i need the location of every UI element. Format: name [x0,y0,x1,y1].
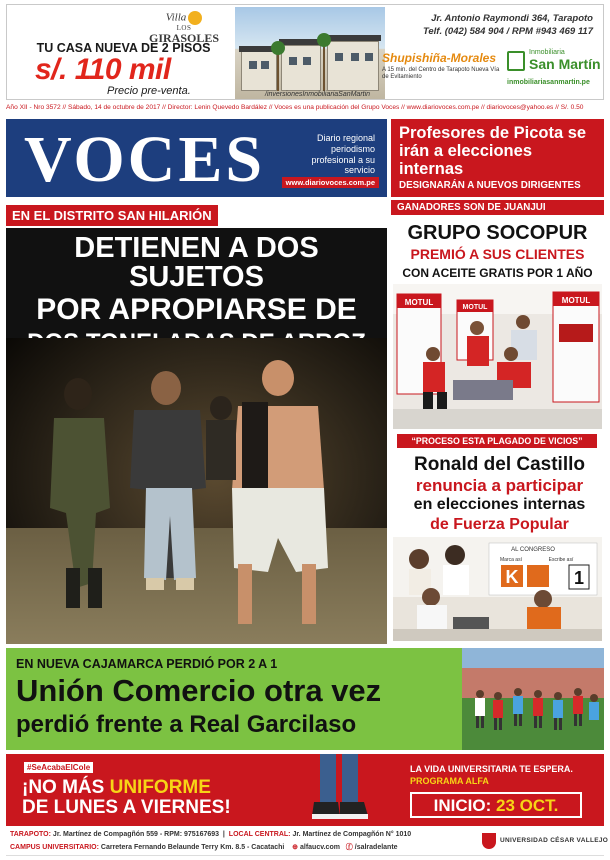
sports-headline-line2: perdió frente a Real Garcilaso [16,711,357,738]
soccer-photo-illustration [462,648,604,750]
brand-name: San Martín [529,56,601,72]
castillo-line3: en elecciones internas [413,496,586,513]
facebook-handle[interactable]: /inversionesInmobiliariaSanMartin [265,91,371,98]
issue-email[interactable]: diariovoces@yahoo.es [486,104,554,111]
ad-program: PROGRAMA ALFA [410,776,489,786]
socopur-line2: PREMIÓ A SUS CLIENTES [410,246,585,262]
arrest-photo-illustration [6,338,387,644]
sports-headline-line1: Unión Comercio otra vez [16,673,382,708]
university-name: UNIVERSIDAD CÉSAR VALLEJO [500,837,609,844]
banner-mark2: Escribe así [548,557,574,563]
footer-social[interactable]: /salradelante [354,844,398,851]
main-headline-line2: POR APROPIARSE DE [36,293,357,326]
socopur-photo-illustration [393,284,602,429]
ad-footer [6,826,609,856]
top-advertisement[interactable] [6,4,604,100]
location-description: A 15 min. del Centro de Tarapoto Nueva Vía de Evitamiento [382,67,500,81]
promo-title: Profesores de Picota se irán a elecciones internas [399,124,587,179]
ad-price: s/. 110 mil [35,53,171,86]
arrest-photo [6,338,387,644]
footer-web[interactable]: alfaucv.com [300,844,340,851]
sneakers-illustration [306,754,376,826]
university-shield-icon [482,833,496,849]
ad-line1a: ¡NO MÁS [22,777,110,798]
masthead-website[interactable]: www.diariovoces.com.pe [282,177,379,188]
brand-small: Inmobiliaria [529,49,565,56]
promo-teaser-picota[interactable] [391,119,604,197]
sports-section[interactable] [6,648,604,750]
socopur-photo [393,284,602,429]
villa-girasoles-logo [139,11,229,44]
campus-text: Carretera Fernando Belaunde Terry Km. 8.5 - Cacatachi [100,844,285,851]
ad-start-value: 23 OCT. [495,796,559,815]
soccer-photo [462,648,604,750]
main-headline-line1: DETIENEN A DOS SUJETOS [74,232,319,293]
ad-phone: Telf. (042) 584 904 / RPM #943 469 117 [422,25,593,37]
tarapoto-text: Jr. Martínez de Compagñón 559 - RPM: 975167693 [52,831,220,838]
masthead-description: Diario regional periodismo profesional a su servicio [311,133,375,176]
sports-kicker: EN NUEVA CAJAMARCA PERDIÓ POR 2 A 1 [16,657,278,671]
issue-text: Año XII - Nro 3572 // Sábado, 14 de octubre de 2017 // Director: Lenin Quevedo Bardález // Voces es una publicación del Grupo Voces // www.diariovoces.com.pe // [6,104,485,111]
issue-info [6,104,604,116]
ad-line1b: UNIFORME [109,777,211,798]
motul-banner-1: MOTUL [404,298,434,307]
masthead [6,119,387,197]
footer-row2 [10,842,398,852]
university-advertisement[interactable] [6,754,604,826]
issue-price: // S/. 0.50 [555,104,584,111]
ad-vida: LA VIDA UNIVERSITARIA TE ESPERA. [410,764,573,774]
banner-text: AL CONGRESO [511,547,555,553]
motul-banner-2: MOTUL [462,304,488,311]
ad-line1 [22,778,211,797]
facebook-icon: ⓕ [345,844,353,851]
castillo-line4: de Fuerza Popular [430,516,569,533]
castillo-photo [393,537,602,641]
logo-line1: Villa [165,11,187,24]
ad-start-label: INICIO: [433,796,496,815]
castillo-quote: “PROCESO ESTA PLAGADO DE VICIOS” [397,434,597,448]
footer-row1: TARAPOTO: Jr. Martínez de Compagñón 559 - RPM: 975167693 | LOCAL CENTRAL: Jr. Martínez de Compagñón N° 1010 [10,831,412,838]
ad-hashtag: #SeAcabaElCole [24,762,93,773]
socopur-title[interactable]: GRUPO SOCOPUR [407,222,588,244]
local-label: LOCAL CENTRAL: [228,831,291,838]
house-icon [507,51,525,71]
ad-start-date [410,792,582,818]
ad-line2: DE LUNES A VIERNES! [22,797,231,818]
globe-icon: ⊕ [292,844,299,851]
main-headline[interactable] [6,228,387,338]
tarapoto-label: TARAPOTO: [10,831,51,838]
ad-headline: TU CASA NUEVA DE 2 PISOS [36,41,211,55]
banner-mark: Marca así [500,557,522,563]
castillo-line2: renuncia a participar [415,476,584,495]
sunflower-icon [188,11,202,25]
local-text: Jr. Martínez de Compagñón N° 1010 [292,831,412,838]
socopur-kicker: GANADORES SON DE JUANJUI [391,200,604,215]
ad-price-note: Precio pre-venta. [107,85,191,97]
main-story-kicker: EN EL DISTRITO SAN HILARIÓN [6,205,218,226]
newspaper-logo[interactable]: VOCES [24,123,266,196]
socopur-line3: CON ACEITE GRATIS POR 1 AÑO [402,266,593,280]
campus-label: CAMPUS UNIVERSITARIO: [10,844,99,851]
svg-text:K: K [505,567,519,587]
house-photo [235,7,385,99]
promo-subtitle: DESIGNARÁN A NUEVOS DIRIGENTES [399,180,581,191]
brand-web[interactable]: inmobiliariasanmartin.pe [507,79,590,86]
motul-banner-3: MOTUL [561,296,591,305]
ad-contact [413,13,593,39]
castillo-photo-illustration [393,537,602,641]
castillo-line1[interactable]: Ronald del Castillo [413,454,586,475]
logo-line3: GIRASOLES [148,31,220,45]
location-name: Shupishiña-Morales [382,51,497,65]
logo-line2: LOS [176,24,192,32]
ad-address: Jr. Antonio Raymondi 364, Tarapoto [431,13,593,24]
banner-number: 1 [573,568,585,588]
